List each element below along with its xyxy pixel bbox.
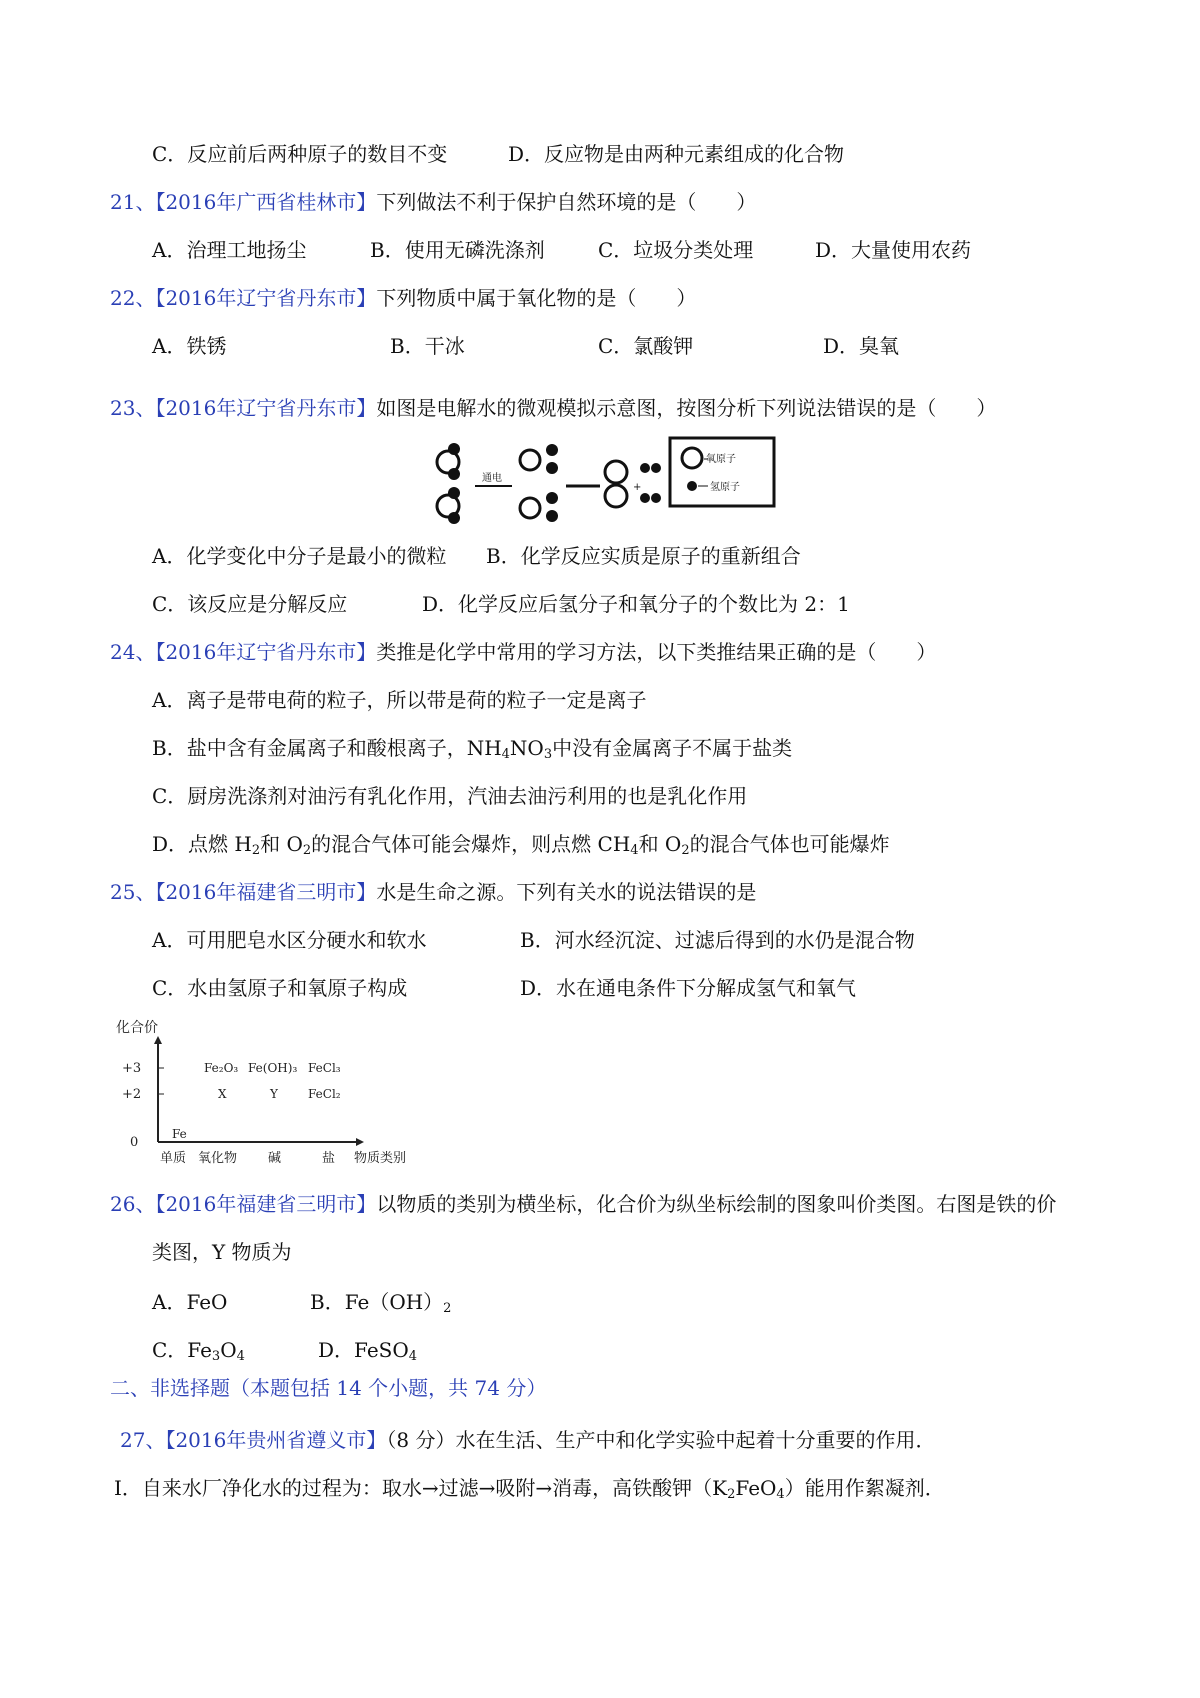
electrolysis-diagram	[430, 434, 780, 528]
q24-option-d-text-3: 的混合气体可能会爆炸，则点燃 CH	[311, 832, 631, 856]
q26-option-c-sub-2: 4	[236, 1349, 245, 1364]
legend-box	[670, 438, 774, 506]
q27-part-1-text-3: ）能用作絮凝剂．	[784, 1476, 945, 1500]
q27-part-1-text-1: Ⅰ．自来水厂净化水的过程为：取水→过滤→吸附→消毒，高铁酸钾（K	[114, 1476, 728, 1500]
q23-option-c: C．该反应是分解反应	[152, 592, 348, 616]
q26-source: 【2016年福建省三明市】	[155, 1192, 377, 1216]
separated-atoms-top	[520, 444, 558, 474]
oxygen-molecule	[605, 461, 627, 507]
q27-part-1-sub-1: 2	[727, 1487, 736, 1502]
legend-oxygen-label: 氧原子	[706, 454, 736, 465]
chart-label-feoh3: Fe(OH)₃	[248, 1061, 298, 1075]
q23-option-a: A．化学变化中分子是最小的微粒	[152, 544, 447, 568]
q24-option-d-text-5: 的混合气体也可能爆炸	[689, 832, 890, 856]
q20-option-c: C．反应前后两种原子的数目不变	[152, 142, 448, 166]
q26-option-b	[310, 1288, 451, 1316]
q21-option-b: B．使用无磷洗涤剂	[370, 238, 545, 262]
chart-ytick-zero: 0	[130, 1135, 139, 1150]
q24-source: 【2016年辽宁省丹东市】	[155, 640, 377, 664]
q25-number: 25、	[110, 880, 156, 904]
q26-stem-line-2: 类图，Y 物质为	[152, 1240, 292, 1264]
chart-ylabel: 化合价	[116, 1020, 158, 1036]
q24-stem-line	[110, 638, 936, 666]
q20-option-d: D．反应物是由两种元素组成的化合物	[508, 142, 845, 166]
q25-stem: 水是生命之源。下列有关水的说法错误的是	[376, 880, 757, 904]
q27-stem-line	[120, 1426, 935, 1454]
q27-part-1	[114, 1474, 945, 1502]
chart-ytick-plus3: +3	[122, 1061, 142, 1076]
q26-option-c-text-1: C．Fe	[152, 1338, 212, 1362]
q24-option-d-text-4: 和 O	[638, 832, 682, 856]
q24-option-b-text-3: 中没有金属离子不属于盐类	[552, 736, 793, 760]
water-molecule-top	[437, 443, 460, 480]
q26-option-d	[318, 1336, 417, 1364]
q22-option-a: A．铁锈	[152, 334, 227, 358]
chart-xlabel: 物质类别	[354, 1151, 407, 1166]
hydrogen-molecules	[640, 463, 661, 503]
condition-label: 通电	[482, 473, 502, 484]
q24-stem: 类推是化学中常用的学习方法，以下类推结果正确的是（ ）	[376, 640, 937, 664]
q27-stem: （8 分）水在生活、生产中和化学实验中起着十分重要的作用．	[386, 1428, 936, 1452]
q23-stem-line	[110, 394, 996, 422]
q25-option-b: B．河水经沉淀、过滤后得到的水仍是混合物	[520, 928, 915, 952]
q23-stem: 如图是电解水的微观模拟示意图，按图分析下列说法错误的是（ ）	[376, 396, 997, 420]
q27-part-1-sub-2: 4	[776, 1487, 785, 1502]
q26-option-c-sub-1: 3	[211, 1349, 221, 1364]
chart-label-fe: Fe	[172, 1127, 187, 1141]
chart-label-x: X	[218, 1087, 227, 1101]
q24-option-b	[152, 734, 792, 762]
q26-option-c	[152, 1336, 245, 1364]
q26-option-d-sub: 4	[408, 1349, 418, 1364]
iron-valence-chart	[112, 1016, 424, 1166]
q26-stem-line	[110, 1190, 1056, 1218]
q25-source: 【2016年福建省三明市】	[155, 880, 377, 904]
oxygen-atom-legend-icon	[682, 448, 702, 468]
chart-xtick-element: 单质	[160, 1151, 187, 1166]
q26-number: 26、	[110, 1192, 156, 1216]
q21-source: 【2016年广西省桂林市】	[155, 190, 377, 214]
q22-option-c: C．氯酸钾	[598, 334, 694, 358]
chart-label-fecl3: FeCl₃	[308, 1061, 341, 1075]
q25-option-a: A．可用肥皂水区分硬水和软水	[152, 928, 427, 952]
q21-stem-line	[110, 188, 756, 216]
q27-part-1-text-2: FeO	[735, 1476, 777, 1500]
q24-option-d-text-1: D．点燃 H	[152, 832, 252, 856]
legend-hydrogen-label: 氢原子	[710, 482, 740, 493]
q25-option-c: C．水由氢原子和氧原子构成	[152, 976, 408, 1000]
q24-option-d	[152, 830, 890, 858]
q24-option-c: C．厨房洗涤剂对油污有乳化作用，汽油去油污利用的也是乳化作用	[152, 784, 748, 808]
chart-xtick-salt: 盐	[322, 1151, 336, 1166]
q26-option-c-text-2: O	[220, 1338, 237, 1362]
q22-number: 22、	[110, 286, 156, 310]
q22-source: 【2016年辽宁省丹东市】	[155, 286, 377, 310]
q23-number: 23、	[110, 396, 156, 420]
q24-number: 24、	[110, 640, 156, 664]
chart-label-fe2o3: Fe₂O₃	[204, 1061, 239, 1075]
q22-stem-line	[110, 284, 696, 312]
q24-option-b-text-2: NO	[509, 736, 544, 760]
q25-stem-line	[110, 878, 756, 906]
q26-stem-1: 以物质的类别为横坐标，化合价为纵坐标绘制的图象叫价类图。右图是铁的价	[376, 1192, 1057, 1216]
q24-option-d-text-2: 和 O	[260, 832, 303, 856]
q21-number: 21、	[110, 190, 156, 214]
section-2-heading: 二、非选择题（本题包括 14 个小题，共 74 分）	[110, 1376, 547, 1400]
q27-source: 【2016年贵州省遵义市】	[165, 1428, 387, 1452]
q21-option-d: D．大量使用农药	[815, 238, 972, 262]
q26-option-b-text: B．Fe（OH）	[310, 1290, 444, 1314]
q23-option-d: D．化学反应后氢分子和氧分子的个数比为 2：1	[422, 592, 850, 616]
water-molecule-bottom	[437, 487, 460, 524]
q24-option-a: A．离子是带电荷的粒子，所以带是荷的粒子一定是离子	[152, 688, 647, 712]
chart-label-fecl2: FeCl₂	[308, 1087, 341, 1101]
plus-sign: +	[633, 482, 642, 493]
chart-ytick-plus2: +2	[122, 1087, 142, 1102]
chart-y-arrow	[154, 1036, 162, 1044]
chart-xtick-base: 碱	[268, 1151, 282, 1166]
hydrogen-atom-legend-icon	[687, 481, 697, 491]
q24-option-b-sub-1: 4	[501, 747, 510, 762]
q24-option-d-sub-1: 2	[251, 843, 261, 858]
q21-option-a: A．治理工地扬尘	[152, 238, 307, 262]
q24-option-b-sub-2: 3	[543, 747, 553, 762]
q22-stem: 下列物质中属于氧化物的是（ ）	[376, 286, 697, 310]
q26-option-a: A．FeO	[152, 1290, 228, 1314]
q24-option-d-sub-3: 4	[630, 843, 639, 858]
q22-option-d: D．臭氧	[823, 334, 900, 358]
q25-option-d: D．水在通电条件下分解成氢气和氧气	[520, 976, 857, 1000]
q26-option-b-sub: 2	[443, 1301, 452, 1316]
q24-option-b-text-1: B．盐中含有金属离子和酸根离子，NH	[152, 736, 502, 760]
separated-atoms-bottom	[520, 492, 558, 522]
q21-stem: 下列做法不利于保护自然环境的是（ ）	[376, 190, 757, 214]
q21-option-c: C．垃圾分类处理	[598, 238, 754, 262]
q26-option-d-text: D．FeSO	[318, 1338, 409, 1362]
chart-xtick-oxide: 氧化物	[198, 1151, 238, 1166]
chart-x-arrow	[356, 1138, 364, 1146]
q24-option-d-sub-4: 2	[681, 843, 690, 858]
q23-source: 【2016年辽宁省丹东市】	[155, 396, 377, 420]
q22-option-b: B．干冰	[390, 334, 465, 358]
q23-option-b: B．化学反应实质是原子的重新组合	[486, 544, 801, 568]
q24-option-d-sub-2: 2	[302, 843, 312, 858]
q27-number: 27、	[120, 1428, 166, 1452]
chart-label-y: Y	[270, 1087, 278, 1101]
